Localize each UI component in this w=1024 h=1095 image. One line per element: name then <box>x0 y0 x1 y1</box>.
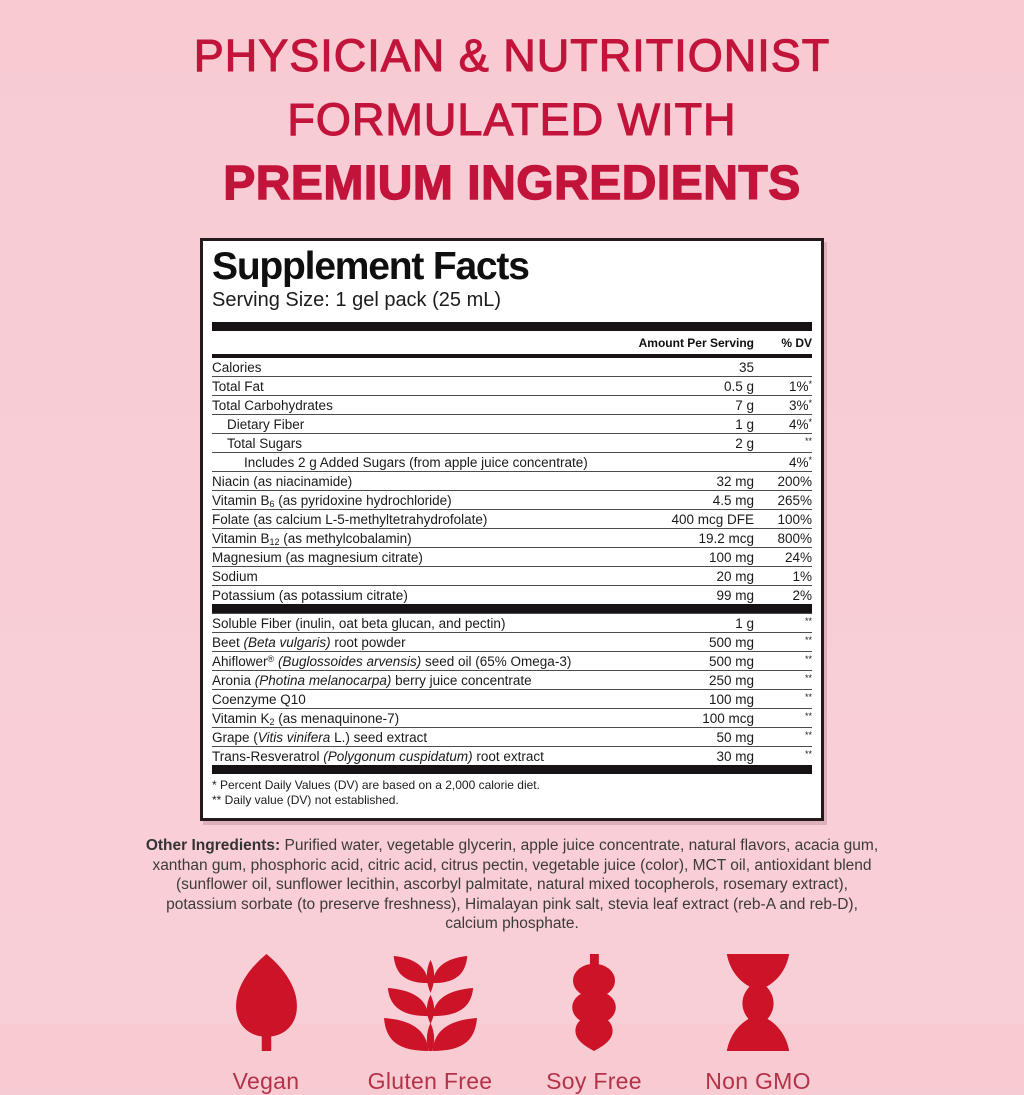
nutrients-table-section <box>212 358 812 604</box>
table-row: Trans-Resveratrol (Polygonum cuspidatum) root extract 30 mg ** <box>212 746 812 765</box>
table-row: Soluble Fiber (inulin, oat beta glucan, and pectin) 1 g ** <box>212 613 812 632</box>
soybean-icon <box>572 954 616 1051</box>
table-row: Coenzyme Q10 100 mg ** <box>212 689 812 708</box>
headline-line-2: FORMULATED WITH <box>287 94 737 145</box>
table-row: Magnesium (as magnesium citrate) 100 mg 24% <box>212 547 812 566</box>
badge-row <box>184 954 840 1095</box>
serving-size: Serving Size: 1 gel pack (25 mL) <box>212 289 502 311</box>
table-row: Includes 2 g Added Sugars (from apple juice concentrate) 4%* <box>212 452 812 471</box>
other-ingredients-label: Other Ingredients: <box>145 837 281 854</box>
divider-bar <box>212 765 812 774</box>
table-row: Sodium 20 mg 1% <box>212 566 812 585</box>
table-row: Folate (as calcium L-5-methyltetrahydrofolate) 400 mcg DFE 100% <box>212 509 812 528</box>
non-gmo-badge <box>676 954 840 1095</box>
footnote-not-established: ** Daily value (DV) not established. <box>212 793 399 807</box>
table-row: Potassium (as potassium citrate) 99 mg 2% <box>212 585 812 604</box>
supplement-facts-panel <box>200 238 824 821</box>
other-ingredients <box>139 836 885 934</box>
divider-bar <box>212 604 812 613</box>
table-row: Ahiflower® (Buglossoides arvensis) seed oil (65% Omega-3) 500 mg ** <box>212 651 812 670</box>
other-ingredients-text: Purified water, vegetable glycerin, apple juice concentrate, natural flavors, acacia gum, xanthan gum, phosphoric acid, citric acid, citrus pectin, vegetable juice (color), MCT oil, antioxidant blend (sunflower oil, sunflower lecithin, ascorbyl palmitate, natural mixed tocopherols, rosemary extract), potassium sorbate (to preserve freshness), Himalayan pink salt, stevia leaf extract (reb-A and reb-D), calcium phosphate. <box>152 837 879 932</box>
column-header-amount: Amount Per Serving <box>638 336 754 350</box>
table-row: Vitamin $B_6$ (as pyridoxine hydrochloride) 4.5 mg 265% <box>212 490 812 509</box>
table-row: Beet (Beta vulgaris) root powder 500 mg ** <box>212 632 812 651</box>
table-row: Vitamin $B_{12}$ (as methylcobalamin) 19.2 mcg 800% <box>212 528 812 547</box>
gluten-free-badge <box>348 954 512 1095</box>
headline-line-1: PHYSICIAN & NUTRITIONIST <box>193 30 831 81</box>
badge-label: Gluten Free <box>367 1067 493 1094</box>
badge-label: Soy Free <box>546 1067 642 1094</box>
table-row: Grape (Vitis vinifera L.) seed extract 50 mg ** <box>212 727 812 746</box>
table-row: Total Carbohydrates 7 g 3%* <box>212 395 812 414</box>
footnote-dv: * Percent Daily Values (DV) are based on a 2,000 calorie diet. <box>212 778 540 792</box>
leaf-icon <box>235 954 298 1051</box>
footnotes <box>212 778 812 810</box>
headline <box>0 0 1024 216</box>
headline-line-3: PREMIUM INGREDIENTS <box>223 157 801 210</box>
dna-icon <box>724 954 792 1051</box>
table-row: Total Sugars 2 g ** <box>212 433 812 452</box>
soy-free-badge <box>512 954 676 1095</box>
table-row: Total Fat 0.5 g 1%* <box>212 376 812 395</box>
table-row: Dietary Fiber 1 g 4%* <box>212 414 812 433</box>
table-row: Calories 35 <box>212 359 754 375</box>
table-row: Niacin (as niacinamide) 32 mg 200% <box>212 471 812 490</box>
vegan-badge <box>184 954 348 1095</box>
divider-bar <box>212 322 812 331</box>
badge-label: Vegan <box>232 1067 300 1094</box>
badge-label: Non GMO <box>705 1067 811 1094</box>
table-row: Aronia (Photina melanocarpa) berry juice concentrate 250 mg ** <box>212 670 812 689</box>
table-header-row <box>212 331 812 354</box>
panel-title: Supplement Facts <box>212 245 529 288</box>
botanicals-table-section <box>212 613 812 765</box>
wheat-icon <box>384 954 477 1051</box>
table-row: Vitamin $K_2$ (as menaquinone-7) 100 mcg ** <box>212 708 812 727</box>
column-header-dv: % DV <box>781 336 812 350</box>
